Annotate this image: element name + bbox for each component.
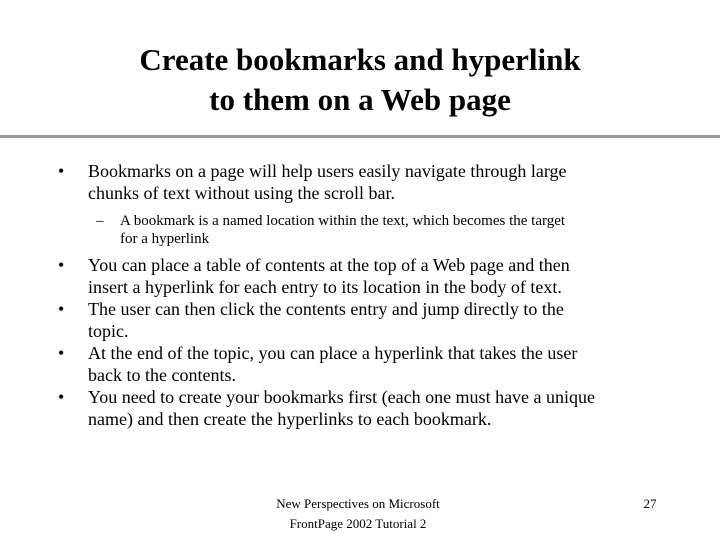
slide-footer <box>230 494 486 534</box>
bullet-text-line: topic. <box>88 321 129 341</box>
bullet-item <box>0 386 720 430</box>
bullet-text-line: Bookmarks on a page will help users easily navigate through large <box>88 161 567 181</box>
bullet-marker: • <box>58 299 65 319</box>
bullet-text-line: You can place a table of contents at the top of a Web page and then <box>88 255 570 275</box>
bullet-text-line: back to the contents. <box>88 365 236 385</box>
sub-bullet-item <box>0 212 720 248</box>
bullet-item <box>0 342 720 386</box>
bullet-text-line: At the end of the topic, you can place a hyperlink that takes the user <box>88 343 578 363</box>
bullet-item <box>0 160 720 204</box>
sub-bullet-text-line: for a hyperlink <box>120 231 210 247</box>
page-number: 27 <box>643 496 657 511</box>
sub-bullet-marker: – <box>96 213 104 229</box>
bullet-item <box>0 298 720 342</box>
bullet-text-line: name) and then create the hyperlinks to each bookmark. <box>88 409 492 429</box>
slide-title <box>0 40 720 120</box>
footer-line: New Perspectives on Microsoft <box>276 496 440 511</box>
bullet-text-line: insert a hyperlink for each entry to its location in the body of text. <box>88 277 562 297</box>
bullet-marker: • <box>58 343 65 363</box>
slide-title-line-1: Create bookmarks and hyperlink <box>139 42 581 77</box>
bullet-text-line: You need to create your bookmarks first (each one must have a unique <box>88 387 596 407</box>
title-divider <box>0 135 720 138</box>
bullet-text-line: The user can then click the contents entry and jump directly to the <box>88 299 564 319</box>
footer-line: FrontPage 2002 Tutorial 2 <box>289 516 427 531</box>
sub-bullet-text-line: A bookmark is a named location within the text, which becomes the target <box>120 213 566 229</box>
bullet-marker: • <box>58 161 65 181</box>
slide-body <box>0 160 720 430</box>
bullet-text-line: chunks of text without using the scroll bar. <box>88 183 395 203</box>
bullet-marker: • <box>58 387 65 407</box>
bullet-item <box>0 254 720 298</box>
bullet-marker: • <box>58 255 65 275</box>
slide-title-line-2: to them on a Web page <box>209 82 511 117</box>
